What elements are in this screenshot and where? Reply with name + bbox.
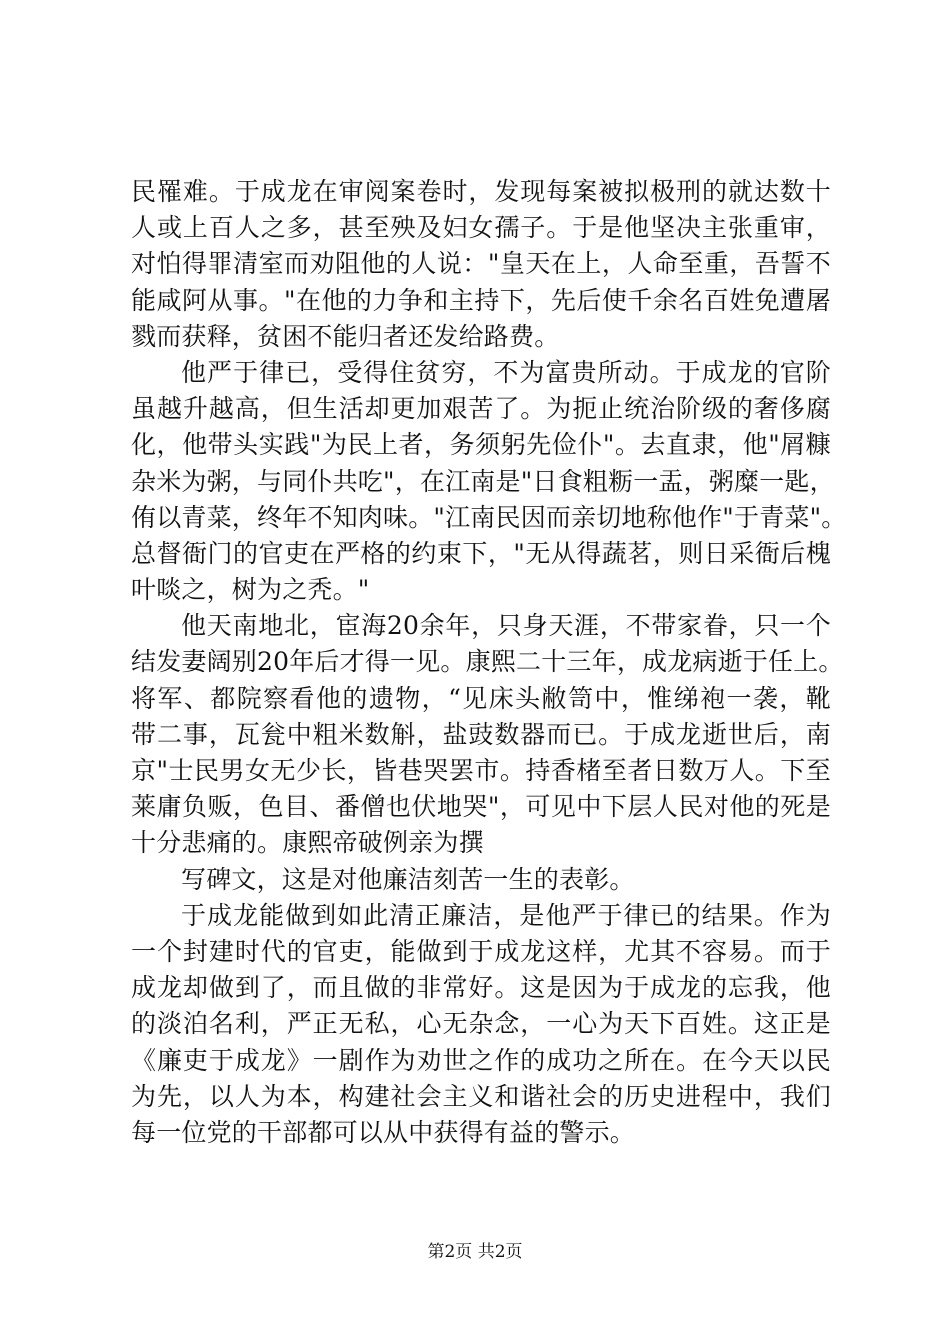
text-line: 结发妻阔别20年后才得一见。康熙二十三年，成龙病逝于任上。 bbox=[131, 647, 844, 677]
document-body bbox=[131, 174, 847, 1151]
paragraph-1 bbox=[131, 174, 831, 355]
text-line: 他天南地北，宦海20余年，只身天涯，不带家眷，只一个 bbox=[181, 611, 831, 641]
page-footer bbox=[0, 1240, 950, 1264]
text-line: 成龙却做到了，而且做的非常好。这是因为于成龙的忘我，他 bbox=[131, 973, 831, 1003]
text-line: 的淡泊名利，严正无私，心无杂念，一心为天下百姓。这正是 bbox=[131, 1009, 831, 1039]
text-line: 戮而获释，贫困不能归者还发给路费。 bbox=[131, 321, 560, 351]
text-line: 将军、都院察看他的遗物，“见床头敝笥中，惟绨袍一袭，靴 bbox=[131, 683, 831, 713]
text-line: 化，他带头实践"为民上者，务须躬先俭仆"。去直隶，他"屑糠 bbox=[131, 430, 831, 460]
paragraph-3 bbox=[131, 608, 844, 861]
text-line: 虽越升越高，但生活却更加艰苦了。为扼止统治阶级的奢侈腐 bbox=[131, 394, 831, 424]
text-line: 写碑文，这是对他廉洁刻苦一生的表彰。 bbox=[181, 864, 635, 894]
text-line: 叶啖之，树为之秃。" bbox=[131, 575, 370, 605]
text-line: 于成龙能做到如此清正廉洁，是他严于律已的结果。作为 bbox=[181, 900, 831, 930]
page-number-label: 第2页 共2页 bbox=[427, 1242, 523, 1262]
paragraph-2 bbox=[131, 355, 847, 608]
text-line: 对怕得罪清室而劝阻他的人说："皇天在上，人命至重，吾誓不 bbox=[131, 249, 831, 279]
text-line: 《廉吏于成龙》一剧作为劝世之作的成功之所在。在今天以民 bbox=[131, 1045, 831, 1075]
paragraph-5 bbox=[131, 898, 831, 1151]
text-line: 他严于律已，受得住贫穷，不为富贵所动。于成龙的官阶 bbox=[181, 357, 831, 387]
text-line: 民罹难。于成龙在审阅案卷时，发现每案被拟极刑的就达数十 bbox=[131, 177, 831, 206]
text-line: 为先，以人为本，构建社会主义和谐社会的历史进程中，我们 bbox=[131, 1081, 831, 1111]
text-line: 总督衙门的官吏在严格的约束下，"无从得蔬茗，则日采衙后槐 bbox=[131, 538, 831, 568]
text-line: 带二事，瓦瓮中粗米数斛，盐豉数器而已。于成龙逝世后，南 bbox=[131, 719, 831, 749]
text-line: 能咸阿从事。"在他的力争和主持下，先后使千余名百姓免遭屠 bbox=[131, 285, 831, 315]
text-line: 京"士民男女无少长，皆巷哭罢市。持香楮至者日数万人。下至 bbox=[131, 756, 831, 785]
text-line: 十分悲痛的。康熙帝破例亲为撰 bbox=[131, 828, 484, 858]
text-line: 人或上百人之多，甚至殃及妇女孺子。于是他坚决主张重审， bbox=[131, 213, 831, 243]
text-line: 杂米为粥，与同仆共吃"，在江南是"日食粗粝一盂，粥糜一匙， bbox=[131, 466, 835, 496]
text-line: 莱庸负贩，色目、番僧也伏地哭"，可见中下层人民对他的死是 bbox=[131, 792, 831, 822]
text-line: 一个封建时代的官吏，能做到于成龙这样，尤其不容易。而于 bbox=[131, 936, 831, 966]
text-line: 侑以青菜，终年不知肉味。"江南民因而亲切地称他作"于青菜"。 bbox=[131, 502, 847, 532]
text-line: 每一位党的干部都可以从中获得有益的警示。 bbox=[131, 1117, 636, 1147]
paragraph-4 bbox=[131, 862, 831, 898]
